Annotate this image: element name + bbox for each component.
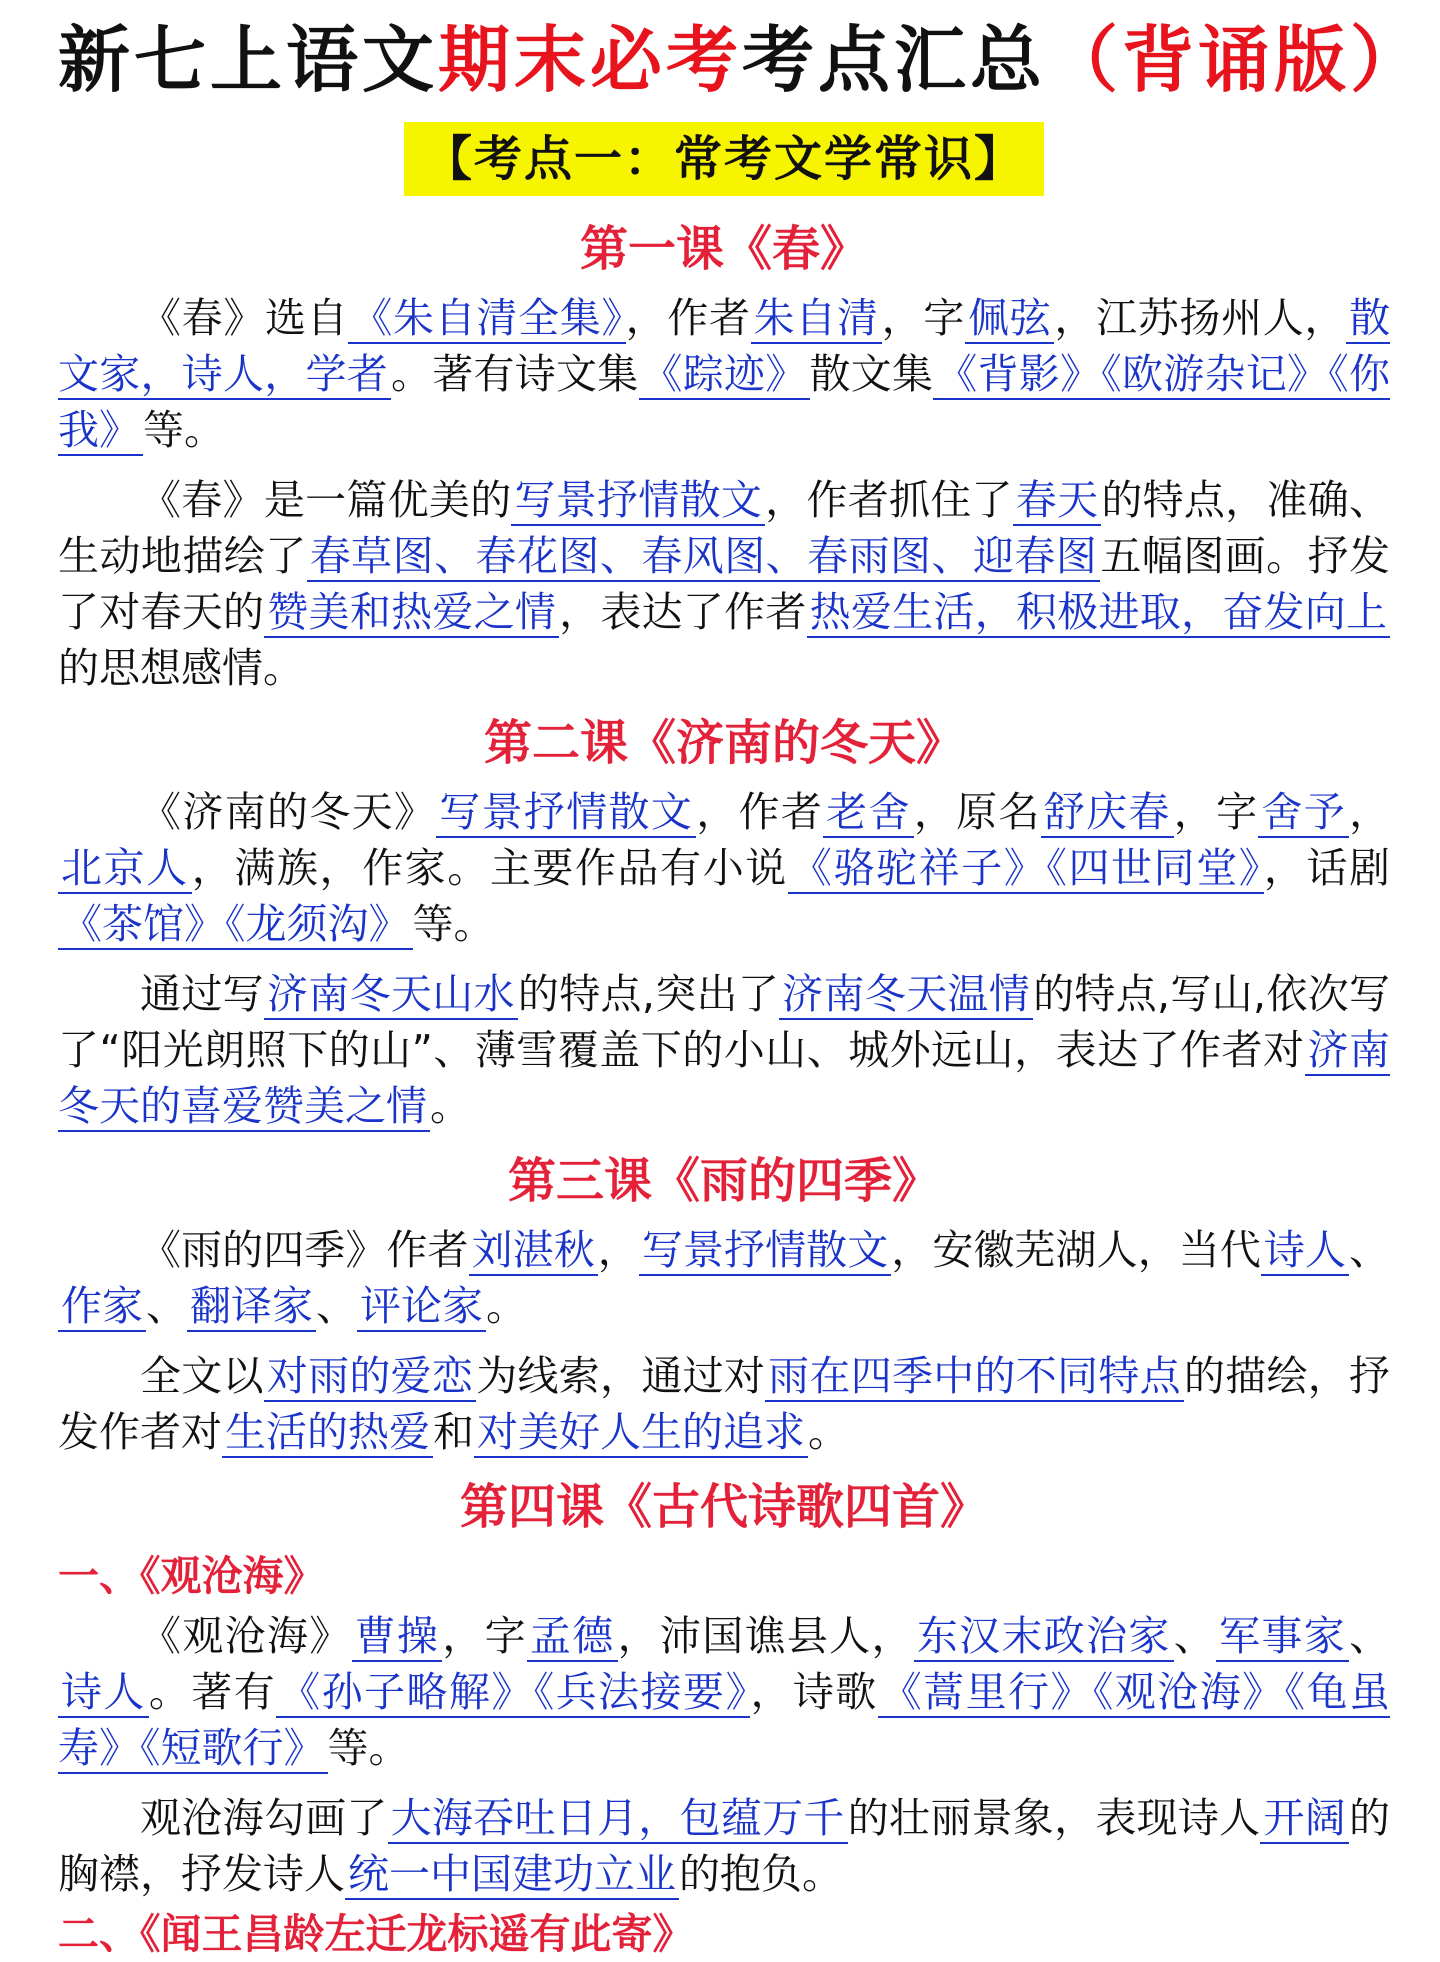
lesson-3-heading: 第三课《雨的四季》 (507, 1153, 940, 1209)
keyword: 《骆驼祥子》《四世同堂》 (788, 844, 1264, 894)
keyword: 《踪迹》 (639, 350, 810, 400)
lesson-4-paragraph-2: 观沧海勾画了大海吞吐日月，包蕴万千的壮丽景象，表现诗人开阔的胸襟，抒发诗人统一中国建功立业的抱负。 (58, 1794, 1391, 1898)
keyword: 佩弦 (965, 294, 1054, 344)
keyword: 曹操 (352, 1612, 443, 1662)
keyword: 东汉末政治家 (914, 1612, 1174, 1662)
lesson-1-paragraph-2: 《春》是一篇优美的写景抒情散文，作者抓住了春天的特点，准确、生动地描绘了春草图、春花图、春风图、春雨图、迎春图五幅图画。抒发了对春天的赞美和热爱之情，表达了作者热爱生活，积极进取，奋发向上的思想感情。 (58, 476, 1391, 692)
keyword: 翻译家 (187, 1282, 316, 1332)
keyword: 《朱自清全集》 (348, 294, 625, 344)
keyword: 写景抒情散文 (511, 476, 765, 526)
keyword: 北京人 (58, 844, 192, 894)
lesson-2-heading: 第二课《济南的冬天》 (483, 715, 964, 771)
lesson-4-heading: 第四课《古代诗歌四首》 (459, 1479, 988, 1535)
page-title (58, 6, 1427, 114)
keyword: 军事家 (1216, 1612, 1349, 1662)
lesson-1-paragraph-1: 《春》选自《朱自清全集》，作者朱自清，字佩弦，江苏扬州人，散文家，诗人，学者。著有诗文集《踪迹》散文集《背影》《欧游杂记》《你我》等。 (58, 294, 1391, 454)
keyword: 老舍 (823, 788, 914, 838)
keyword: 朱自清 (751, 294, 882, 344)
keyword: 对美好人生的追求 (474, 1408, 808, 1458)
poem-2-heading: 二、《闻王昌龄左迁龙标遥有此寄》 (58, 1910, 694, 1958)
title-part2: 期末必考 (438, 18, 743, 102)
keyword: 生活的热爱 (222, 1408, 433, 1458)
banner-row (58, 122, 1390, 202)
keyword: 刘湛秋 (469, 1226, 598, 1276)
title-part1: 新七上语文 (58, 18, 439, 102)
keyword: 春天 (1013, 476, 1102, 526)
keyword: 济南冬天的喜爱赞美之情 (58, 1026, 1391, 1130)
lesson-1-heading: 第一课《春》 (579, 221, 868, 277)
keyword: 雨在四季中的不同特点 (765, 1352, 1184, 1402)
title-part3: 考点汇总 (742, 18, 1047, 102)
keyword: 评论家 (357, 1282, 486, 1332)
keyword: 舒庆春 (1041, 788, 1174, 838)
keyword: 大海吞吐日月，包蕴万千 (388, 1794, 848, 1844)
section-banner: 【考点一：常考文学常识】 (404, 122, 1044, 196)
lesson-2-paragraph-1: 《济南的冬天》写景抒情散文，作者老舍，原名舒庆春，字舍予，北京人，满族，作家。主要作品有小说《骆驼祥子》《四世同堂》，话剧《茶馆》《龙须沟》等。 (58, 784, 1390, 952)
keyword: 散文家，诗人，学者 (58, 294, 1391, 398)
keyword: 《背影》《欧游杂记》《你我》 (58, 350, 1390, 454)
keyword: 对雨的爱恋 (264, 1352, 476, 1402)
keyword: 济南冬天山水 (264, 970, 518, 1020)
keyword: 诗人 (1261, 1226, 1349, 1276)
keyword: 作家 (58, 1282, 146, 1332)
keyword: 《茶馆》《龙须沟》 (58, 900, 413, 950)
keyword: 写景抒情散文 (639, 1226, 891, 1276)
lesson-2-paragraph-2: 通过写济南冬天山水的特点,突出了济南冬天温情的特点,写山,依次写了“阳光朗照下的山”、薄雪覆盖下的小山、城外远山，表达了作者对济南冬天的喜爱赞美之情。 (58, 970, 1391, 1130)
keyword: 舍予 (1258, 788, 1349, 838)
keyword: 诗人 (58, 1668, 149, 1718)
poem-1-heading: 一、《观沧海》 (58, 1552, 325, 1600)
keyword: 热爱生活，积极进取，奋发向上 (807, 588, 1390, 638)
keyword: 开阔 (1260, 1794, 1349, 1844)
keyword: 春草图、春花图、春风图、春雨图、迎春图 (307, 532, 1101, 582)
lesson-3-paragraph-2: 全文以对雨的爱恋为线索，通过对雨在四季中的不同特点的描绘，抒发作者对生活的热爱和对美好人生的追求。 (58, 1352, 1391, 1456)
keyword: 济南冬天温情 (779, 970, 1033, 1020)
keyword: 赞美和热爱之情 (264, 588, 559, 638)
keyword: 写景抒情散文 (436, 788, 696, 838)
keyword: 《蒿里行》《观沧海》《龟虽寿》《短歌行》 (58, 1668, 1390, 1772)
keyword: 统一中国建功立业 (345, 1850, 679, 1900)
keyword: 孟德 (527, 1612, 618, 1662)
title-part4: （背诵版） (1046, 18, 1427, 102)
keyword: 《孙子略解》《兵法接要》 (276, 1668, 750, 1718)
lesson-4-paragraph-1: 《观沧海》曹操，字孟德，沛国谯县人，东汉末政治家、军事家、诗人。著有《孙子略解》《兵法接要》，诗歌《蒿里行》《观沧海》《龟虽寿》《短歌行》等。 (58, 1612, 1391, 1772)
lesson-3-paragraph-1: 《雨的四季》作者刘湛秋，写景抒情散文，安徽芜湖人，当代诗人、作家、翻译家、评论家。 (58, 1222, 1390, 1334)
